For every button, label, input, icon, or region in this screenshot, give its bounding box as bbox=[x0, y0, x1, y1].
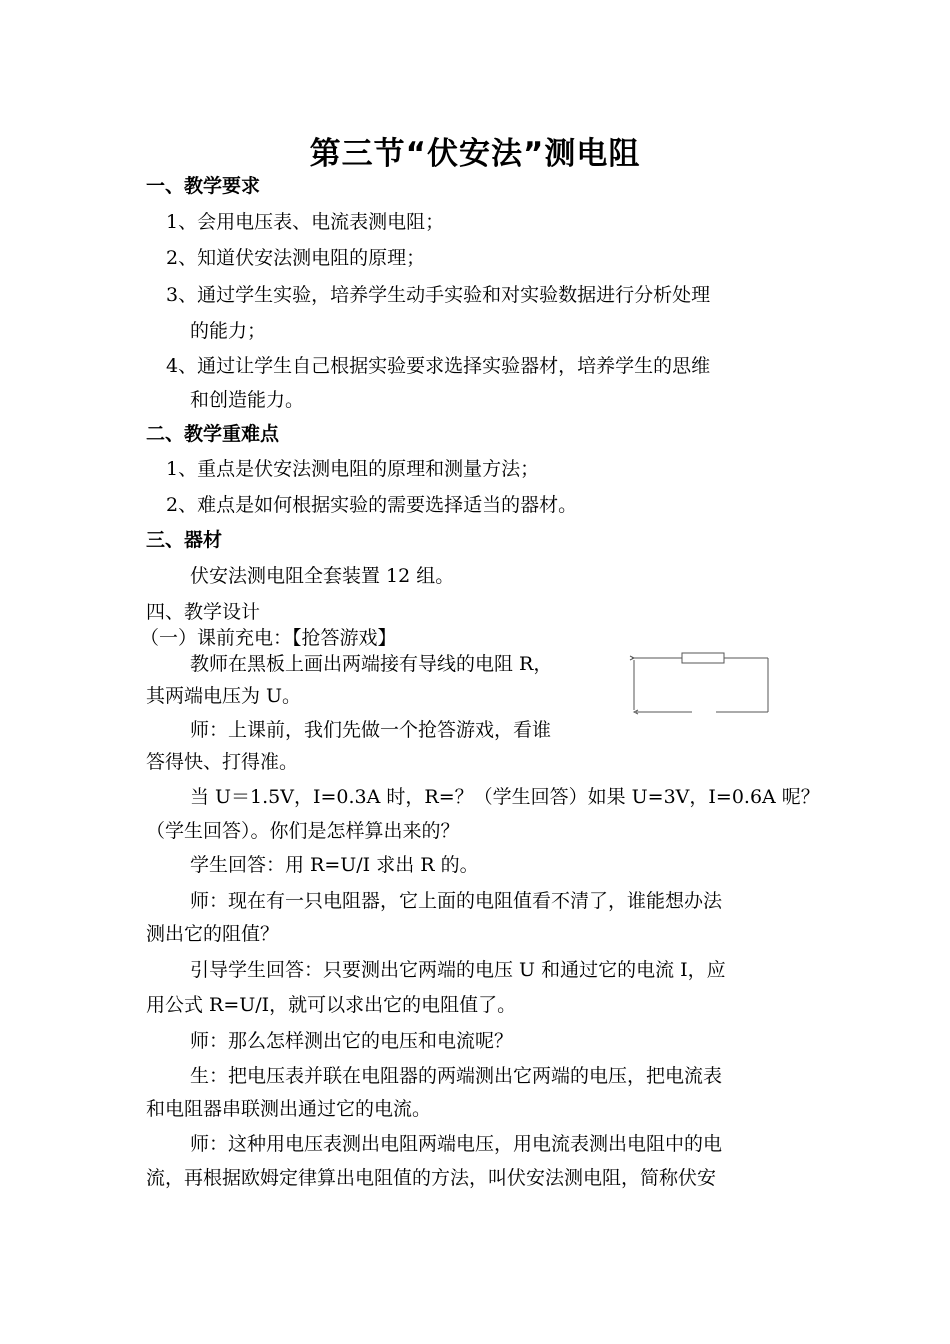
paragraph-line: 测出它的阻值？ bbox=[146, 923, 280, 945]
paragraph-line: 师：这种用电压表测出电阻两端电压，用电流表测出电阻中的电 bbox=[190, 1133, 723, 1155]
paragraph-line: 生：把电压表并联在电阻器的两端测出它两端的电压，把电流表 bbox=[190, 1065, 723, 1087]
paragraph-line: 其两端电压为 U。 bbox=[146, 685, 302, 707]
paragraph-line: 师：那么怎样测出它的电压和电流呢？ bbox=[190, 1030, 514, 1052]
paragraph-line: 2、难点是如何根据实验的需要选择适当的器材。 bbox=[166, 494, 578, 516]
paragraph-line: （学生回答）。你们是怎样算出来的？ bbox=[146, 820, 460, 842]
paragraph-line: 引导学生回答：只要测出它两端的电压 U 和通过它的电流 I，应 bbox=[190, 959, 726, 981]
paragraph-line: 4、通过让学生自己根据实验要求选择实验器材，培养学生的思维 bbox=[166, 355, 711, 377]
subsection-heading: （一）课前充电：【抢答游戏】 bbox=[140, 627, 397, 649]
paragraph-line: 3、通过学生实验，培养学生动手实验和对实验数据进行分析处理 bbox=[166, 284, 711, 306]
section-heading-2: 二、教学重难点 bbox=[146, 423, 280, 445]
paragraph-line: 和电阻器串联测出通过它的电流。 bbox=[146, 1098, 432, 1120]
paragraph-line: 用公式 R=U/I，就可以求出它的电阻值了。 bbox=[146, 994, 517, 1016]
section-heading-1: 一、教学要求 bbox=[146, 175, 261, 197]
paragraph-line: 和创造能力。 bbox=[190, 389, 305, 411]
paragraph-line: 学生回答：用 R=U/I 求出 R 的。 bbox=[190, 854, 479, 876]
paragraph-line: 的能力； bbox=[190, 320, 267, 342]
paragraph-line: 流，再根据欧姆定律算出电阻值的方法，叫伏安法测电阻，简称伏安 bbox=[146, 1167, 717, 1189]
paragraph-line: 当 U＝1.5V，I=0.3A 时，R=？（学生回答）如果 U=3V，I=0.6A 呢？ bbox=[190, 786, 820, 808]
resistor-circuit-diagram bbox=[626, 646, 776, 722]
paragraph-line: 1、重点是伏安法测电阻的原理和测量方法； bbox=[166, 458, 540, 480]
paragraph-line: 答得快、打得准。 bbox=[146, 751, 299, 773]
paragraph-line: 教师在黑板上画出两端接有导线的电阻 R， bbox=[190, 653, 553, 675]
paragraph-line: 2、知道伏安法测电阻的原理； bbox=[166, 247, 426, 269]
paragraph-line: 师：现在有一只电阻器，它上面的电阻值看不清了，谁能想办法 bbox=[190, 890, 723, 912]
paragraph-line: 伏安法测电阻全套装置 12 组。 bbox=[190, 565, 455, 587]
section-heading-3: 三、器材 bbox=[146, 529, 223, 551]
paragraph-line: 1、会用电压表、电流表测电阻； bbox=[166, 211, 445, 233]
paragraph-line: 师：上课前，我们先做一个抢答游戏，看谁 bbox=[190, 719, 552, 741]
section-heading-4: 四、教学设计 bbox=[146, 601, 261, 623]
page-title: 第三节“伏安法”测电阻 bbox=[309, 136, 641, 172]
resistor-symbol bbox=[682, 653, 724, 663]
